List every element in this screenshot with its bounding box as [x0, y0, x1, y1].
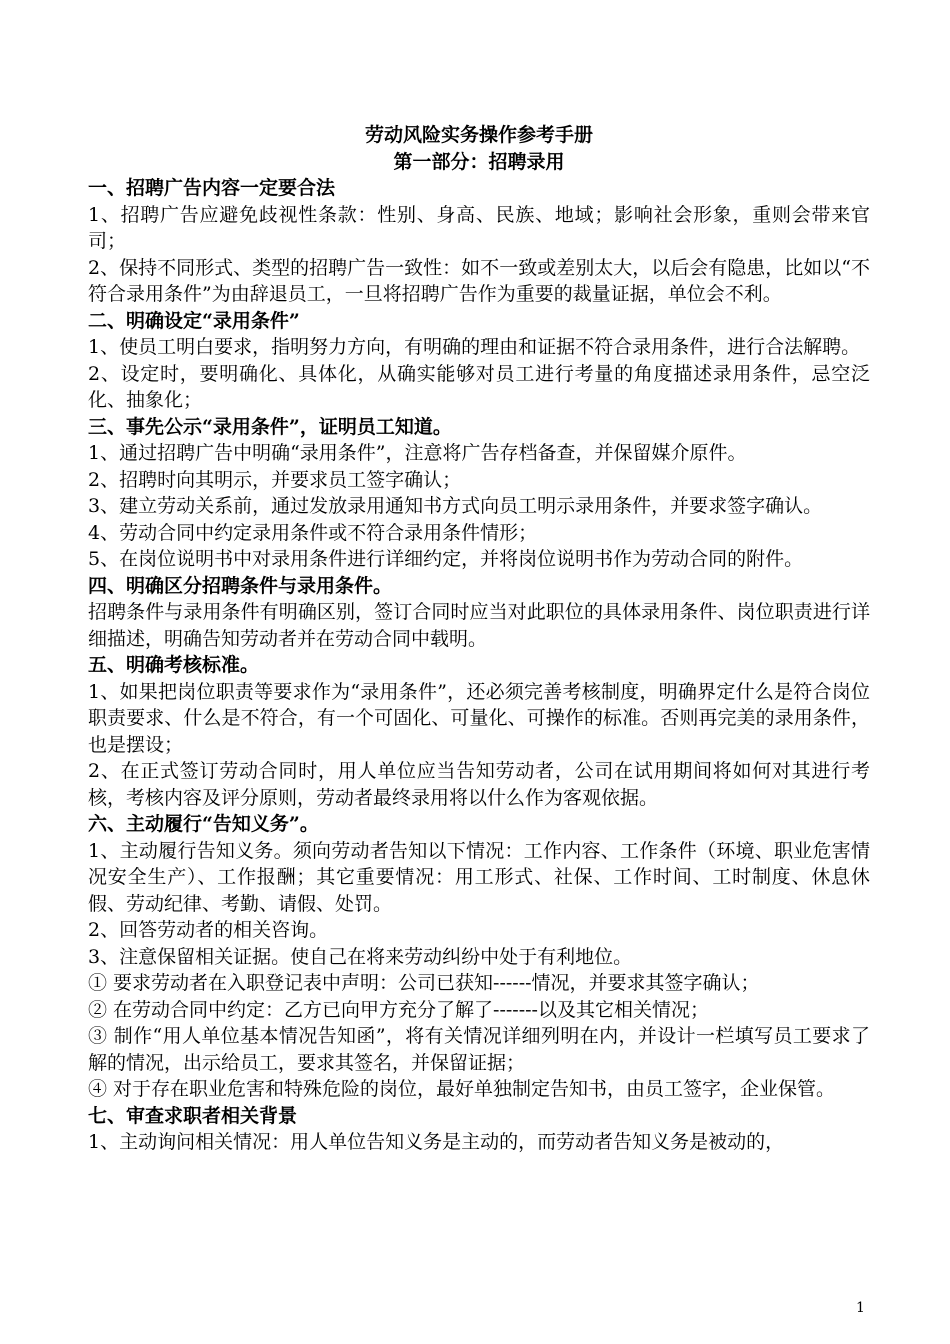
paragraph: 2、设定时，要明确化、具体化，从确实能够对员工进行考量的角度描述录用条件，忌空泛化、抽象化；: [88, 362, 870, 411]
paragraph: 1、主动询问相关情况：用人单位告知义务是主动的，而劳动者告知义务是被动的，: [88, 1131, 785, 1153]
section-7: [88, 1103, 870, 1156]
part-title: 第一部分：招聘录用: [393, 150, 565, 173]
paragraph: 1、主动履行告知义务。须向劳动者告知以下情况：工作内容、工作条件（环境、职业危害情况安全生产）、工作报酬；其它重要情况：用工形式、社保、工作时间、工时制度、休息休假、劳动纪律、考勤、请假、处罚。: [88, 839, 870, 915]
paragraph: 4、劳动合同中约定录用条件或不符合录用条件情形；: [88, 521, 538, 544]
section-2: [88, 308, 870, 414]
paragraph: 招聘条件与录用条件有明确区别，签订合同时应当对此职位的具体录用条件、岗位职责进行详细描述，明确告知劳动者并在劳动合同中载明。: [88, 601, 870, 650]
section-heading: 七、审查求职者相关背景: [88, 1104, 298, 1127]
paragraph: 2、招聘时向其明示，并要求员工签字确认；: [88, 468, 462, 491]
document-title: 劳动风险实务操作参考手册: [364, 124, 593, 146]
paragraph: 1、招聘广告应避免歧视性条款：性别、身高、民族、地域；影响社会形象，重则会带来官司；: [88, 203, 870, 252]
paragraph: ④ 对于存在职业危害和特殊危险的岗位，最好单独制定告知书，由员工签字，企业保管。: [88, 1078, 836, 1100]
paragraph: ① 要求劳动者在入职登记表中声明：公司已获知------情况，并要求其签字确认；: [88, 972, 760, 994]
section-heading: 一、招聘广告内容一定要合法: [88, 177, 336, 199]
paragraph: ③ 制作“用人单位基本情况告知函”，将有关情况详细列明在内，并设计一栏填写员工要求了解的情况，出示给员工，要求其签名，并保留证据；: [88, 1025, 870, 1074]
section-3: [88, 414, 870, 573]
paragraph: 2、在正式签订劳动合同时，用人单位应当告知劳动者，公司在试用期间将如何对其进行考核，考核内容及评分原则，劳动者最终录用将以什么作为客观依据。: [88, 760, 870, 809]
page-number: 1: [856, 1300, 865, 1316]
section-heading: 六、主动履行“告知义务”。: [88, 813, 319, 835]
paragraph: 5、在岗位说明书中对录用条件进行详细约定，并将岗位说明书作为劳动合同的附件。: [88, 548, 804, 570]
section-1: [88, 175, 870, 308]
paragraph: 1、如果把岗位职责等要求作为“录用条件”，还必须完善考核制度，明确界定什么是符合岗位职责要求、什么是不符合，有一个可固化、可量化、可操作的标准。否则再完美的录用条件，也是摆设；: [88, 680, 870, 756]
paragraph: 1、使员工明白要求，指明努力方向，有明确的理由和证据不符合录用条件，进行合法解聘。: [88, 336, 861, 358]
paragraph: 1、通过招聘广告中明确“录用条件”，注意将广告存档备查，并保留媒介原件。: [88, 442, 747, 464]
paragraph: 2、保持不同形式、类型的招聘广告一致性：如不一致或差别太大，以后会有隐患，比如以“不符合录用条件”为由辞退员工，一旦将招聘广告作为重要的裁量证据，单位会不利。: [88, 256, 870, 305]
section-heading: 四、明确区分招聘条件与录用条件。: [88, 574, 393, 597]
section-heading: 五、明确考核标准。: [88, 654, 260, 676]
document-body: [88, 122, 870, 1156]
section-heading: 三、事先公示“录用条件”，证明员工知道。: [88, 415, 452, 438]
section-4: [88, 573, 870, 653]
paragraph: 2、回答劳动者的相关咨询。: [88, 919, 329, 941]
paragraph: ② 在劳动合同中约定：乙方已向甲方充分了解了-------以及其它相关情况；: [88, 998, 709, 1021]
section-heading: 二、明确设定“录用条件”: [88, 309, 300, 332]
paragraph: 3、注意保留相关证据。使自己在将来劳动纠纷中处于有利地位。: [88, 945, 633, 968]
section-6: [88, 811, 870, 1103]
paragraph: 3、建立劳动关系前，通过发放录用通知书方式向员工明示录用条件，并要求签字确认。: [88, 495, 823, 517]
section-5: [88, 652, 870, 811]
